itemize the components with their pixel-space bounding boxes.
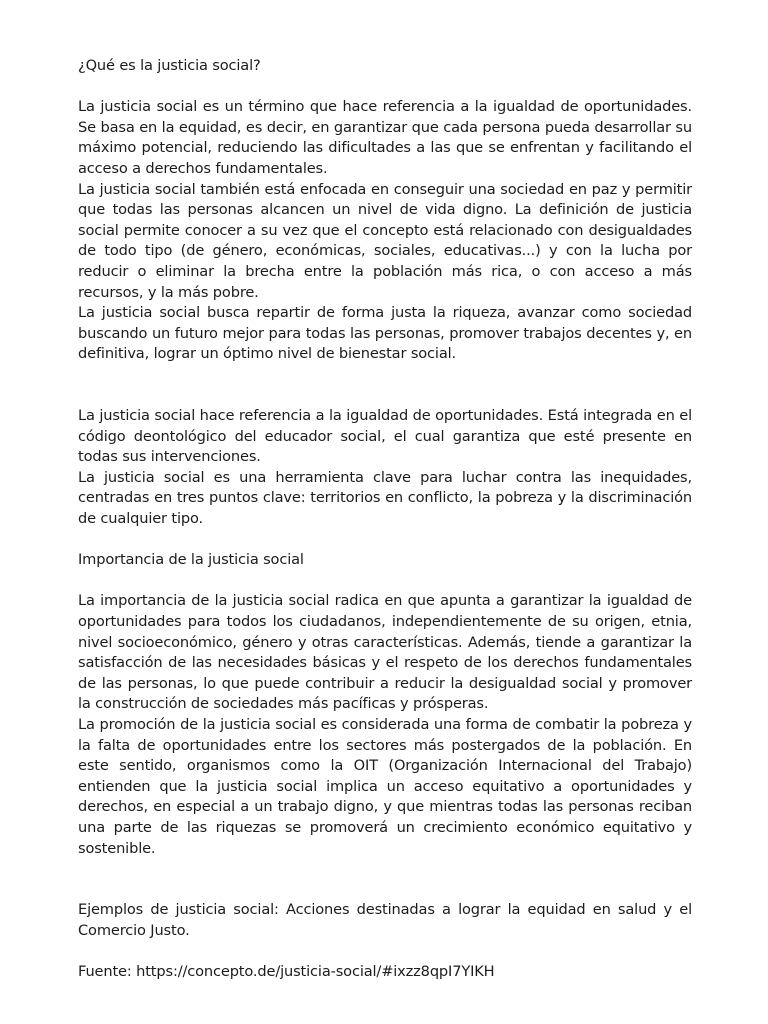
paragraph: La promoción de la justicia social es considerada una forma de combatir la pobreza y la falta de oportunidades entre los sectores más postergados de la población. En este sentido, organismos como la OIT (Organización Internacional del Trabajo) entienden que la justicia social implica un acceso equitativo a oportunidades y derechos, en especial a un trabajo digno, y que mientras todas las personas reciban una parte de las riquezas se promoverá un crecimiento económico equitativo y sostenible.	[78, 716, 692, 857]
paragraph: La importancia de la justicia social radica en que apunta a garantizar la igualdad de oportunidades para todos los ciudadanos, independientemente de su origen, etnia, nivel socioeconómico, género y otras características. Además, tiende a garantizar la satisfacción de las necesidades básicas y el respeto de los derechos fundamentales de las personas, lo que puede contribuir a reducir la desigualdad social y promover la construcción de sociedades más pacíficas y prósperas.	[78, 592, 692, 713]
section-heading: Importancia de la justicia social	[78, 551, 304, 569]
document-title: ¿Qué es la justicia social?	[78, 57, 261, 74]
document-page	[78, 56, 692, 983]
paragraph: La justicia social es un término que hace referencia a la igualdad de oportunidades. Se basa en la equidad, es decir, en garantizar que cada persona pueda desarrollar su máximo potencial, reduciendo las dificultades a las que se enfrentan y facilitando el acceso a derechos fundamentales.	[78, 98, 692, 177]
paragraph: La justicia social hace referencia a la igualdad de oportunidades. Está integrada en el código deontológico del educador social, el cual garantiza que esté presente en todas sus intervenciones.	[78, 407, 692, 466]
paragraph: La justicia social es una herramienta clave para luchar contra las inequidades, centradas en tres puntos clave: territorios en conflicto, la pobreza y la discriminación de cualquier tipo.	[78, 468, 692, 528]
source-line: Fuente: https://concepto.de/justicia-social/#ixzz8qpI7YIKH	[78, 963, 495, 981]
paragraph: La justicia social también está enfocada en conseguir una sociedad en paz y permitir que todas las personas alcancen un nivel de vida digno. La definición de justicia social permite conocer a su vez que el concepto está relacionado con desigualdades de todo tipo (de género, económicas, sociales, educativas...) y con la lucha por reducir o eliminar la brecha entre la población más rica, o con acceso a más recursos, y la más pobre.	[78, 180, 692, 301]
examples-paragraph: Ejemplos de justicia social: Acciones destinadas a lograr la equidad en salud y el Comercio Justo.	[78, 901, 692, 939]
paragraph: La justicia social busca repartir de forma justa la riqueza, avanzar como sociedad buscando un futuro mejor para todas las personas, promover trabajos decentes y, en definitiva, lograr un óptimo nivel de bienestar social.	[78, 304, 692, 363]
